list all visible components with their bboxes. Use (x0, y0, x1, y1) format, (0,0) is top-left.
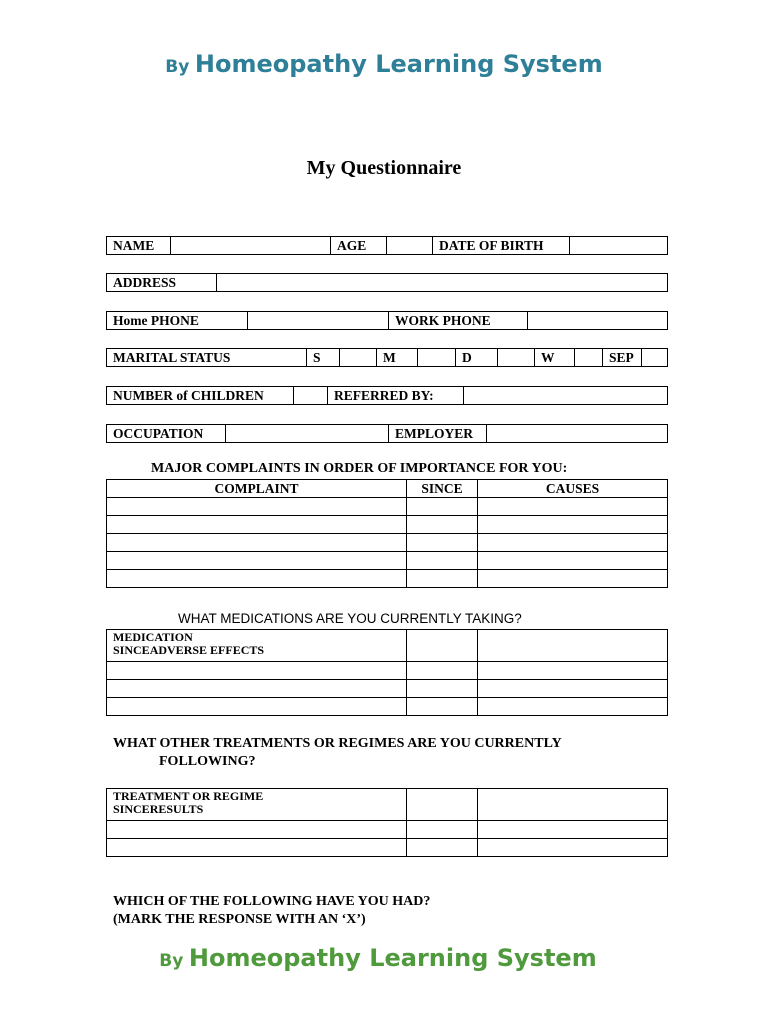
single-checkbox[interactable] (340, 349, 377, 367)
occupation-label: OCCUPATION (107, 425, 226, 443)
single-label: S (307, 349, 340, 367)
separated-checkbox[interactable] (642, 349, 668, 367)
page-title: My Questionnaire (306, 157, 462, 179)
dob-field[interactable] (570, 237, 668, 255)
dob-label: DATE OF BIRTH (433, 237, 570, 255)
table-row (107, 534, 668, 552)
treatment-cell[interactable] (107, 839, 407, 857)
separated-label: SEP (603, 349, 642, 367)
name-field[interactable] (171, 237, 331, 255)
adverse-cell[interactable] (478, 680, 668, 698)
brand-footer (0, 944, 762, 972)
home-phone-label: Home PHONE (107, 312, 248, 330)
medication-header-blank-1 (407, 630, 478, 662)
brand-name: Homeopathy Learning System (194, 50, 603, 78)
results-cell[interactable] (478, 821, 668, 839)
widowed-label: W (535, 349, 575, 367)
complaints-table (106, 479, 668, 588)
widowed-checkbox[interactable] (575, 349, 603, 367)
work-phone-label: WORK PHONE (389, 312, 528, 330)
home-phone-field[interactable] (248, 312, 389, 330)
marital-status-row (106, 348, 668, 367)
adverse-effects-label: ADVERSE EFFECTS (149, 643, 265, 657)
occupation-field[interactable] (226, 425, 389, 443)
complaints-heading: MAJOR COMPLAINTS IN ORDER OF IMPORTANCE FOR YOU: (151, 461, 568, 476)
table-row (107, 630, 668, 662)
age-label: AGE (331, 237, 387, 255)
causes-cell[interactable] (478, 498, 668, 516)
since-column-header: SINCE (407, 480, 478, 498)
married-checkbox[interactable] (418, 349, 456, 367)
table-row (107, 789, 668, 821)
since-cell[interactable] (407, 552, 478, 570)
table-row (107, 516, 668, 534)
treatment-header-label: TREATMENT OR REGIME (113, 789, 264, 803)
occupation-employer-row (106, 424, 668, 443)
medication-column-header (107, 630, 407, 662)
table-row (107, 570, 668, 588)
brand-by: By (159, 951, 184, 971)
causes-cell[interactable] (478, 516, 668, 534)
brand-name: Homeopathy Learning System (188, 944, 597, 972)
since-cell[interactable] (407, 534, 478, 552)
complaint-cell[interactable] (107, 552, 407, 570)
treatment-since-label: SINCE (113, 802, 150, 816)
name-age-dob-row (106, 236, 668, 255)
divorced-checkbox[interactable] (498, 349, 535, 367)
referred-label: REFERRED BY: (328, 387, 464, 405)
table-row (107, 662, 668, 680)
since-cell[interactable] (407, 516, 478, 534)
table-row (107, 698, 668, 716)
medication-cell[interactable] (107, 698, 407, 716)
complaint-cell[interactable] (107, 516, 407, 534)
medication-since-label: SINCE (113, 643, 150, 657)
table-row (107, 498, 668, 516)
medication-header-label: MEDICATION (113, 630, 193, 644)
table-row (107, 552, 668, 570)
table-row (107, 839, 668, 857)
since-cell[interactable] (407, 821, 478, 839)
address-field[interactable] (217, 274, 668, 292)
complaint-cell[interactable] (107, 570, 407, 588)
causes-cell[interactable] (478, 570, 668, 588)
treatments-table (106, 788, 668, 857)
since-cell[interactable] (407, 839, 478, 857)
medication-cell[interactable] (107, 662, 407, 680)
address-row (106, 273, 668, 292)
causes-cell[interactable] (478, 552, 668, 570)
treatment-cell[interactable] (107, 821, 407, 839)
work-phone-field[interactable] (528, 312, 668, 330)
since-cell[interactable] (407, 498, 478, 516)
results-label: RESULTS (149, 802, 204, 816)
medication-cell[interactable] (107, 680, 407, 698)
marital-status-label: MARITAL STATUS (107, 349, 307, 367)
causes-column-header: CAUSES (478, 480, 668, 498)
age-field[interactable] (387, 237, 433, 255)
medication-header-blank-2 (478, 630, 668, 662)
children-referred-row (106, 386, 668, 405)
name-label: NAME (107, 237, 171, 255)
table-row (107, 680, 668, 698)
married-label: M (377, 349, 418, 367)
table-row (107, 821, 668, 839)
treatments-heading-line2: FOLLOWING? (159, 754, 256, 769)
brand-by: By (165, 57, 190, 77)
employer-label: EMPLOYER (389, 425, 487, 443)
since-cell[interactable] (407, 698, 478, 716)
table-row (107, 480, 668, 498)
results-cell[interactable] (478, 839, 668, 857)
history-heading-line1: WHICH OF THE FOLLOWING HAVE YOU HAD? (113, 894, 431, 909)
complaint-cell[interactable] (107, 498, 407, 516)
medications-heading: WHAT MEDICATIONS ARE YOU CURRENTLY TAKING? (178, 611, 522, 626)
complaint-cell[interactable] (107, 534, 407, 552)
address-label: ADDRESS (107, 274, 217, 292)
brand-header (0, 50, 768, 78)
adverse-cell[interactable] (478, 662, 668, 680)
since-cell[interactable] (407, 662, 478, 680)
referred-field[interactable] (464, 387, 668, 405)
treatments-heading-line1: WHAT OTHER TREATMENTS OR REGIMES ARE YOU CURRENTLY (113, 736, 562, 751)
treatment-header-blank-1 (407, 789, 478, 821)
children-label: NUMBER of CHILDREN (107, 387, 294, 405)
phone-row (106, 311, 668, 330)
treatment-header-blank-2 (478, 789, 668, 821)
complaint-column-header: COMPLAINT (107, 480, 407, 498)
adverse-cell[interactable] (478, 698, 668, 716)
history-heading-line2: (MARK THE RESPONSE WITH AN ‘X’) (113, 912, 366, 927)
medications-table (106, 629, 668, 716)
since-cell[interactable] (407, 570, 478, 588)
children-field[interactable] (294, 387, 328, 405)
causes-cell[interactable] (478, 534, 668, 552)
employer-field[interactable] (487, 425, 668, 443)
since-cell[interactable] (407, 680, 478, 698)
treatment-column-header (107, 789, 407, 821)
divorced-label: D (456, 349, 498, 367)
